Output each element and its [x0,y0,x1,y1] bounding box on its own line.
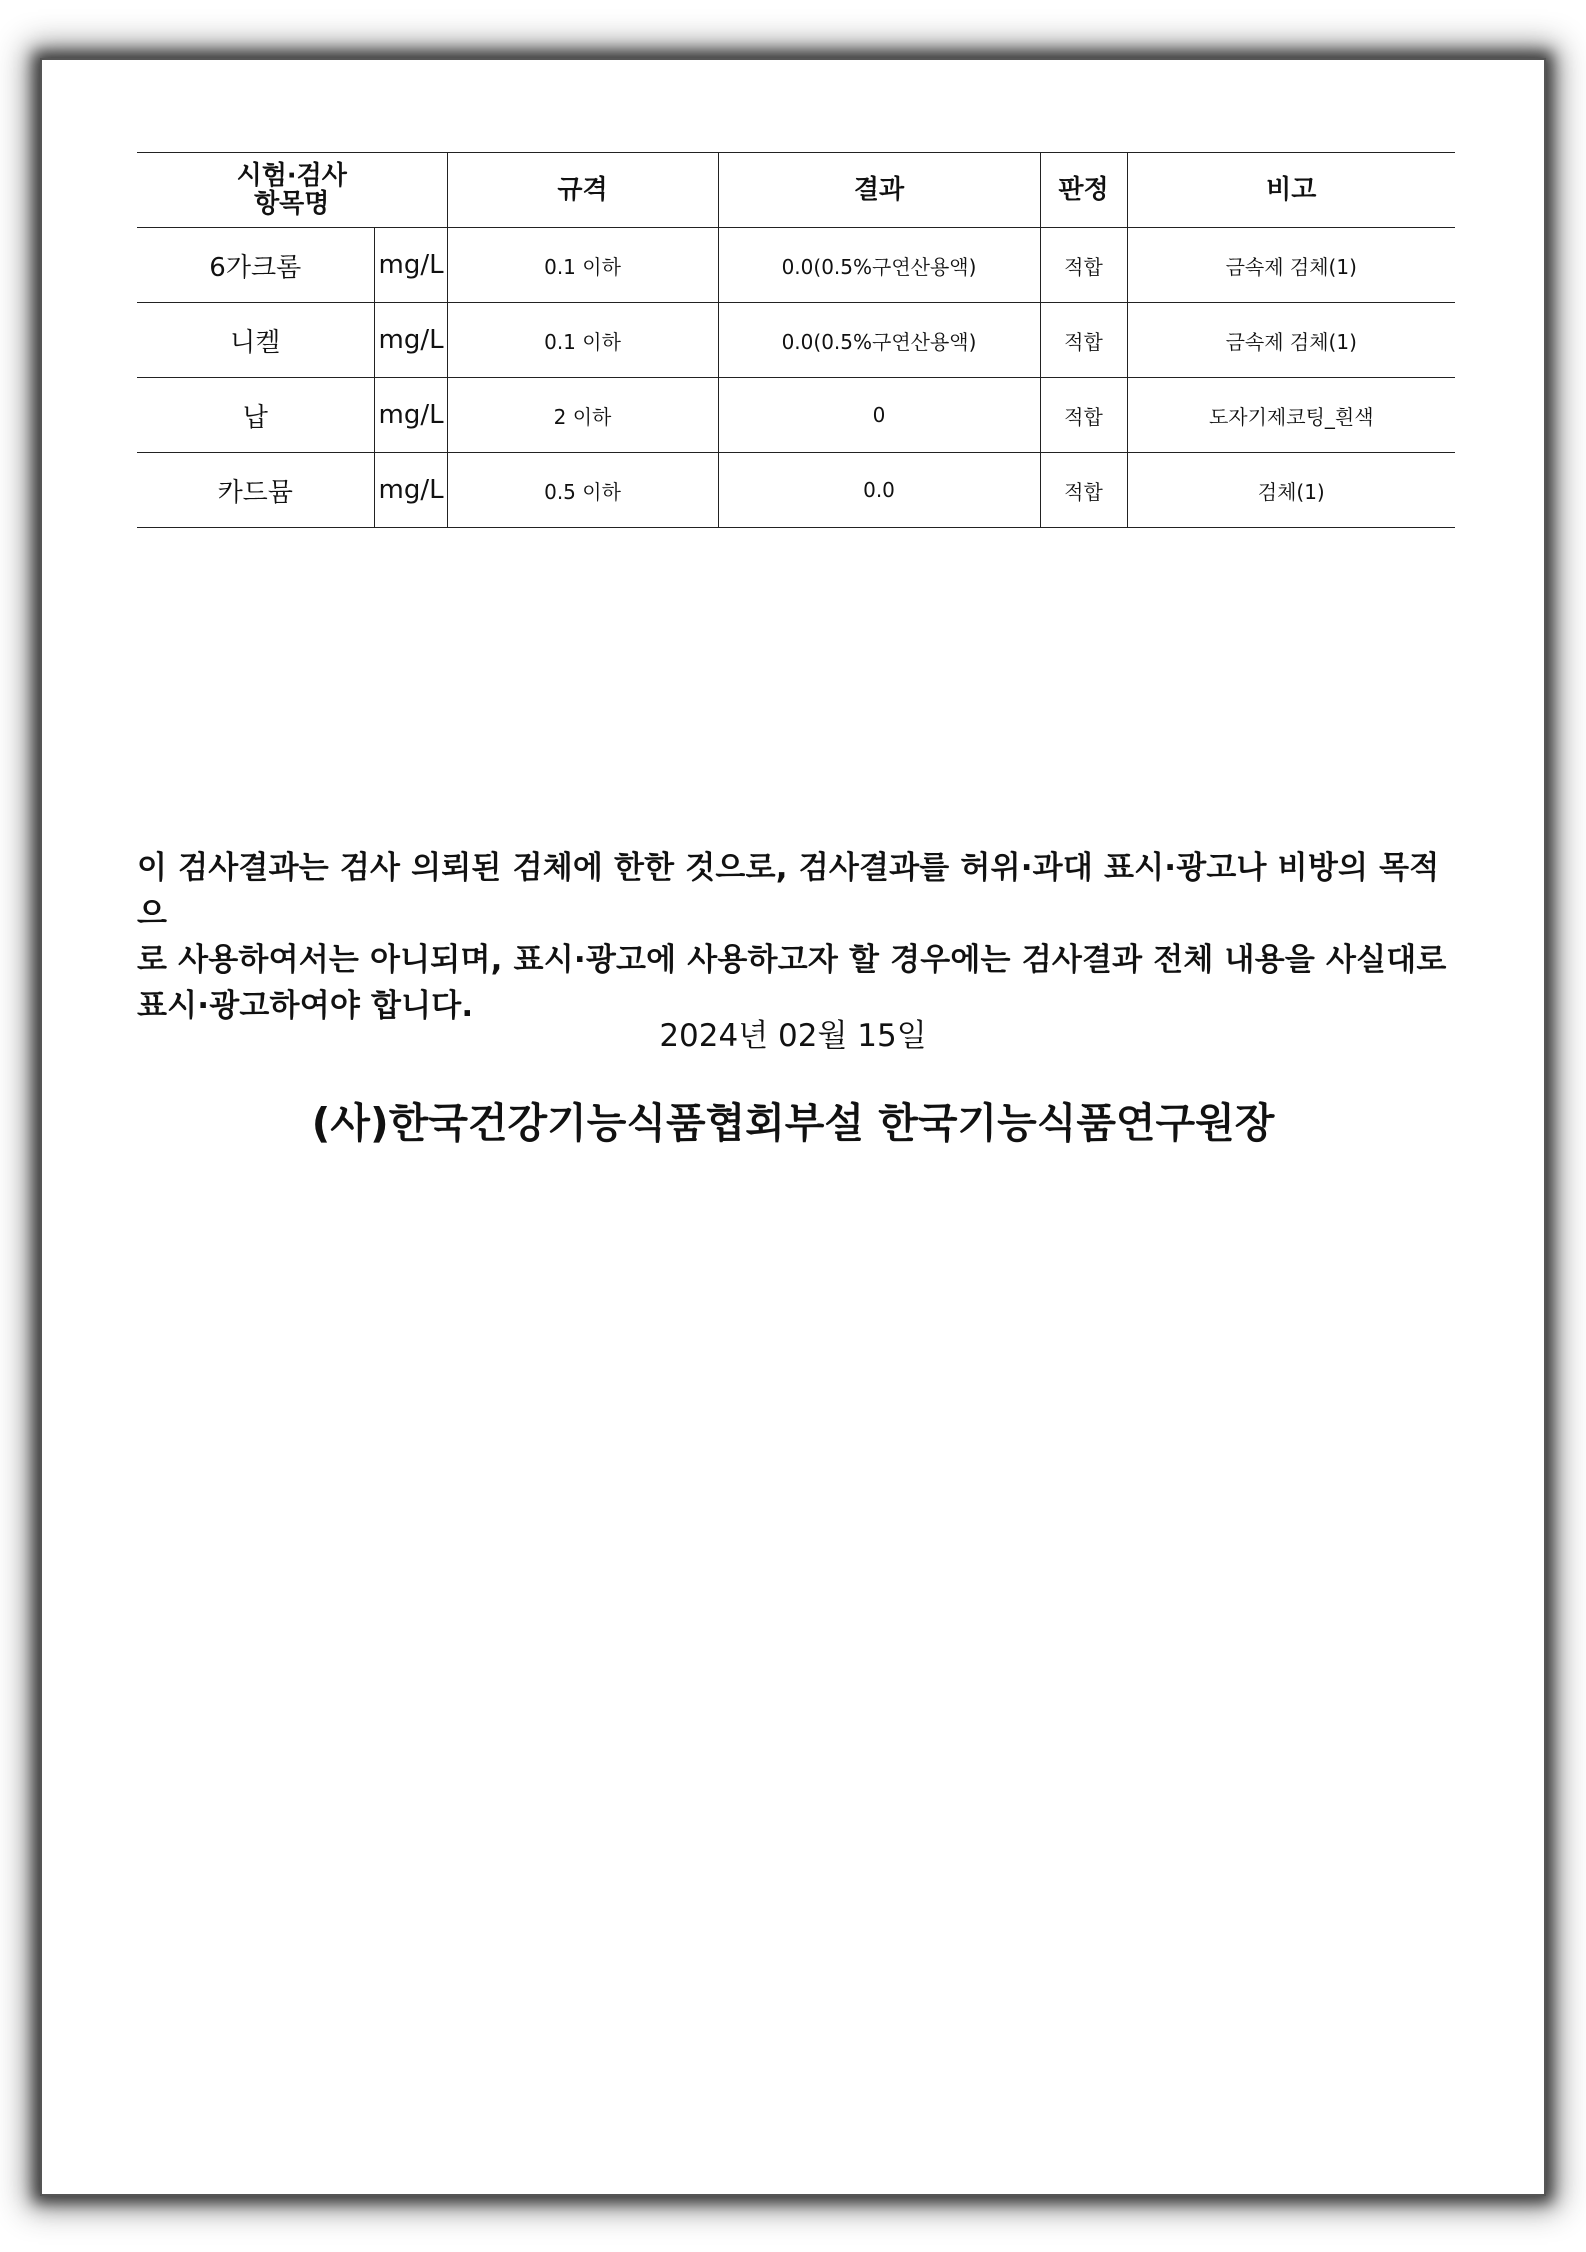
item-judgement: 적합 [1040,378,1127,453]
item-name: 카드뮴 [137,453,374,528]
table-row [137,228,1455,303]
item-judgement: 적합 [1040,228,1127,303]
item-remark: 금속제 검체(1) [1127,303,1455,378]
document-page [42,60,1544,2194]
disclaimer-line: 이 검사결과는 검사 의뢰된 검체에 한한 것으로, 검사결과를 허위·과대 표시·광고나 비방의 목적으 [137,850,1440,932]
item-result: 0 [718,378,1040,453]
table-row [137,303,1455,378]
item-name: 니켈 [137,303,374,378]
item-name: 납 [137,378,374,453]
header-spec: 규격 [447,153,718,228]
disclaimer-notice [137,845,1457,1029]
item-name: 6가크롬 [137,228,374,303]
item-remark: 도자기제코팅_흰색 [1127,378,1455,453]
item-judgement: 적합 [1040,303,1127,378]
item-result: 0.0(0.5%구연산용액) [718,303,1040,378]
table-header-row [137,153,1455,228]
item-judgement: 적합 [1040,453,1127,528]
table-row [137,378,1455,453]
item-result: 0.0 [718,453,1040,528]
header-result: 결과 [718,153,1040,228]
item-remark: 금속제 검체(1) [1127,228,1455,303]
item-spec: 0.1 이하 [447,303,718,378]
item-unit: mg/L [374,453,447,528]
item-unit: mg/L [374,378,447,453]
item-spec: 0.1 이하 [447,228,718,303]
item-result: 0.0(0.5%구연산용액) [718,228,1040,303]
item-spec: 2 이하 [447,378,718,453]
item-spec: 0.5 이하 [447,453,718,528]
header-judgement: 판정 [1040,153,1127,228]
issue-date: 2024년 02월 15일 [659,1018,927,1054]
issuer-signature-line: (사)한국건강기능식품협회부설 한국기능식품연구원장 [311,1099,1275,1147]
item-unit: mg/L [374,303,447,378]
header-remark: 비고 [1127,153,1455,228]
test-results-table [137,152,1455,528]
item-unit: mg/L [374,228,447,303]
disclaimer-line: 표시·광고하여야 합니다. [137,988,474,1024]
header-item: 시험·검사 항목명 [137,153,447,228]
disclaimer-line: 로 사용하여서는 아니되며, 표시·광고에 사용하고자 할 경우에는 검사결과 전체 내용을 사실대로 [137,942,1447,978]
item-remark: 검체(1) [1127,453,1455,528]
table-row [137,453,1455,528]
